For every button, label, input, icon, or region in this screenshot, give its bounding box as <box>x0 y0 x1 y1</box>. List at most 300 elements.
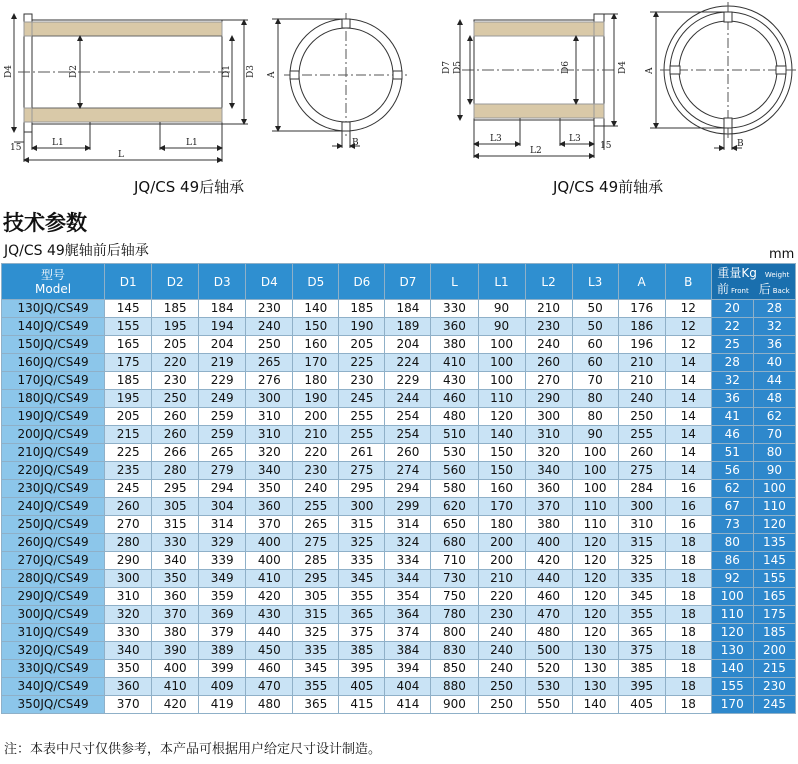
label-l1-right: L1 <box>186 138 198 148</box>
cell-d5: 180 <box>293 372 339 390</box>
cell-l2: 310 <box>525 426 572 444</box>
label-d2: D2 <box>69 65 79 78</box>
cell-d4: 250 <box>246 336 293 354</box>
rear-bearing-caption: JQ/CS 49后轴承 <box>134 178 245 196</box>
cell-a: 275 <box>618 462 665 480</box>
cell-l: 780 <box>431 606 478 624</box>
cell-a: 210 <box>618 354 665 372</box>
cell-d2: 400 <box>152 660 199 678</box>
cell-weight-back: 245 <box>753 696 795 714</box>
cell-d1: 145 <box>105 300 152 318</box>
cell-d4: 240 <box>246 318 293 336</box>
table-row <box>2 606 796 624</box>
cell-d4: 310 <box>246 426 293 444</box>
cell-a: 310 <box>618 516 665 534</box>
cell-d6: 335 <box>339 552 385 570</box>
cell-weight-front: 51 <box>711 444 753 462</box>
cell-d4: 350 <box>246 480 293 498</box>
cell-d5: 255 <box>293 498 339 516</box>
cell-d2: 260 <box>152 408 199 426</box>
cell-d2: 280 <box>152 462 199 480</box>
cell-l1: 220 <box>478 588 525 606</box>
cell-d2: 305 <box>152 498 199 516</box>
cell-d5: 265 <box>293 516 339 534</box>
cell-weight-front: 155 <box>711 678 753 696</box>
cell-d1: 370 <box>105 696 152 714</box>
cell-model: 160JQ/CS49 <box>2 354 105 372</box>
cell-l3: 100 <box>572 480 618 498</box>
header-col-l2: L2 <box>525 264 572 300</box>
cell-a: 186 <box>618 318 665 336</box>
cell-l2: 500 <box>525 642 572 660</box>
cell-d2: 340 <box>152 552 199 570</box>
label-d6: D6 <box>561 61 571 74</box>
cell-d5: 275 <box>293 534 339 552</box>
cell-a: 196 <box>618 336 665 354</box>
cell-weight-back: 62 <box>753 408 795 426</box>
table-row <box>2 336 796 354</box>
cell-d7: 189 <box>385 318 431 336</box>
cell-d7: 260 <box>385 444 431 462</box>
cell-d7: 244 <box>385 390 431 408</box>
cell-d6: 325 <box>339 534 385 552</box>
cell-l3: 50 <box>572 318 618 336</box>
cell-l1: 200 <box>478 552 525 570</box>
cell-weight-back: 32 <box>753 318 795 336</box>
cell-l: 530 <box>431 444 478 462</box>
cell-d6: 205 <box>339 336 385 354</box>
cell-d2: 315 <box>152 516 199 534</box>
table-row <box>2 354 796 372</box>
cell-l1: 230 <box>478 606 525 624</box>
cell-weight-back: 155 <box>753 570 795 588</box>
table-row <box>2 426 796 444</box>
header-back-cn: 后 <box>758 281 771 296</box>
cell-d4: 420 <box>246 588 293 606</box>
cell-weight-back: 36 <box>753 336 795 354</box>
cell-d3: 339 <box>199 552 246 570</box>
cell-l3: 130 <box>572 642 618 660</box>
front-bearing-side-view <box>460 14 618 158</box>
cell-l2: 480 <box>525 624 572 642</box>
header-col-d3: D3 <box>199 264 246 300</box>
cell-d1: 310 <box>105 588 152 606</box>
cell-model: 240JQ/CS49 <box>2 498 105 516</box>
cell-d6: 375 <box>339 624 385 642</box>
cell-d3: 329 <box>199 534 246 552</box>
cell-b: 14 <box>665 426 711 444</box>
cell-l2: 260 <box>525 354 572 372</box>
cell-a: 255 <box>618 426 665 444</box>
cell-l: 680 <box>431 534 478 552</box>
cell-l2: 520 <box>525 660 572 678</box>
cell-weight-front: 110 <box>711 606 753 624</box>
cell-d5: 335 <box>293 642 339 660</box>
cell-d3: 194 <box>199 318 246 336</box>
front-bearing-caption: JQ/CS 49前轴承 <box>553 178 664 196</box>
cell-model: 320JQ/CS49 <box>2 642 105 660</box>
cell-d2: 195 <box>152 318 199 336</box>
cell-d5: 190 <box>293 390 339 408</box>
label-l1-left: L1 <box>52 138 64 148</box>
cell-l2: 360 <box>525 480 572 498</box>
cell-model: 350JQ/CS49 <box>2 696 105 714</box>
cell-model: 140JQ/CS49 <box>2 318 105 336</box>
cell-l2: 440 <box>525 570 572 588</box>
cell-a: 176 <box>618 300 665 318</box>
rear-bearing-side-view <box>14 14 248 162</box>
cell-l3: 60 <box>572 354 618 372</box>
cell-d2: 420 <box>152 696 199 714</box>
front-label-a: A <box>645 67 655 74</box>
label-d1: D1 <box>222 65 232 78</box>
cell-d5: 355 <box>293 678 339 696</box>
cell-weight-back: 135 <box>753 534 795 552</box>
cell-l: 410 <box>431 354 478 372</box>
label-d4-front: D4 <box>618 61 628 74</box>
cell-l: 580 <box>431 480 478 498</box>
cell-d7: 394 <box>385 660 431 678</box>
cell-d6: 185 <box>339 300 385 318</box>
header-back-en: Back <box>772 286 790 295</box>
cell-weight-back: 48 <box>753 390 795 408</box>
label-d5: D5 <box>453 61 463 74</box>
cell-model: 200JQ/CS49 <box>2 426 105 444</box>
cell-l1: 90 <box>478 318 525 336</box>
cell-d5: 220 <box>293 444 339 462</box>
cell-d5: 240 <box>293 480 339 498</box>
cell-model: 300JQ/CS49 <box>2 606 105 624</box>
cell-d7: 384 <box>385 642 431 660</box>
cell-d7: 229 <box>385 372 431 390</box>
cell-l1: 160 <box>478 480 525 498</box>
cell-l3: 70 <box>572 372 618 390</box>
cell-model: 250JQ/CS49 <box>2 516 105 534</box>
cell-a: 355 <box>618 606 665 624</box>
cell-d5: 230 <box>293 462 339 480</box>
cell-b: 14 <box>665 408 711 426</box>
label-15-front: 15 <box>600 141 612 151</box>
header-front-en: Front <box>731 286 749 295</box>
cell-d2: 260 <box>152 426 199 444</box>
cell-l3: 120 <box>572 588 618 606</box>
cell-d4: 230 <box>246 300 293 318</box>
cell-d1: 290 <box>105 552 152 570</box>
cell-b: 16 <box>665 498 711 516</box>
cell-l1: 100 <box>478 372 525 390</box>
cell-l2: 290 <box>525 390 572 408</box>
cell-d2: 230 <box>152 372 199 390</box>
cell-b: 18 <box>665 624 711 642</box>
cell-l: 880 <box>431 678 478 696</box>
rear-label-b: B <box>352 138 359 148</box>
cell-a: 260 <box>618 444 665 462</box>
cell-d1: 215 <box>105 426 152 444</box>
cell-a: 345 <box>618 588 665 606</box>
cell-model: 220JQ/CS49 <box>2 462 105 480</box>
cell-d5: 150 <box>293 318 339 336</box>
section-title: 技术参数 <box>3 211 87 235</box>
cell-d1: 165 <box>105 336 152 354</box>
cell-l1: 150 <box>478 444 525 462</box>
cell-b: 18 <box>665 696 711 714</box>
cell-model: 310JQ/CS49 <box>2 624 105 642</box>
cell-d5: 365 <box>293 696 339 714</box>
cell-l: 430 <box>431 372 478 390</box>
cell-l: 650 <box>431 516 478 534</box>
cell-l2: 370 <box>525 498 572 516</box>
cell-d5: 285 <box>293 552 339 570</box>
cell-d4: 320 <box>246 444 293 462</box>
cell-d6: 190 <box>339 318 385 336</box>
cell-l3: 80 <box>572 390 618 408</box>
cell-model: 280JQ/CS49 <box>2 570 105 588</box>
cell-l2: 240 <box>525 336 572 354</box>
cell-l3: 120 <box>572 624 618 642</box>
cell-model: 170JQ/CS49 <box>2 372 105 390</box>
cell-d2: 220 <box>152 354 199 372</box>
cell-weight-back: 40 <box>753 354 795 372</box>
label-d4: D4 <box>4 65 14 78</box>
cell-l3: 130 <box>572 660 618 678</box>
cell-a: 405 <box>618 696 665 714</box>
cell-a: 300 <box>618 498 665 516</box>
cell-l3: 120 <box>572 606 618 624</box>
table-row <box>2 660 796 678</box>
cell-d3: 369 <box>199 606 246 624</box>
cell-weight-back: 70 <box>753 426 795 444</box>
cell-l2: 210 <box>525 300 572 318</box>
cell-d4: 340 <box>246 462 293 480</box>
cell-b: 14 <box>665 372 711 390</box>
cell-d2: 266 <box>152 444 199 462</box>
cell-d4: 370 <box>246 516 293 534</box>
cell-d3: 409 <box>199 678 246 696</box>
cell-l2: 460 <box>525 588 572 606</box>
cell-d1: 195 <box>105 390 152 408</box>
cell-d4: 400 <box>246 534 293 552</box>
cell-model: 190JQ/CS49 <box>2 408 105 426</box>
cell-d4: 460 <box>246 660 293 678</box>
cell-l2: 380 <box>525 516 572 534</box>
cell-d3: 359 <box>199 588 246 606</box>
front-bearing-end-view <box>650 2 796 150</box>
cell-d5: 170 <box>293 354 339 372</box>
cell-d7: 364 <box>385 606 431 624</box>
cell-l1: 90 <box>478 300 525 318</box>
header-col-l3: L3 <box>572 264 618 300</box>
cell-weight-front: 92 <box>711 570 753 588</box>
cell-d6: 225 <box>339 354 385 372</box>
table-row <box>2 534 796 552</box>
cell-d3: 389 <box>199 642 246 660</box>
cell-l3: 60 <box>572 336 618 354</box>
cell-d6: 261 <box>339 444 385 462</box>
cell-l1: 100 <box>478 336 525 354</box>
cell-model: 210JQ/CS49 <box>2 444 105 462</box>
cell-l2: 530 <box>525 678 572 696</box>
cell-d2: 330 <box>152 534 199 552</box>
cell-b: 12 <box>665 300 711 318</box>
cell-b: 16 <box>665 516 711 534</box>
cell-a: 365 <box>618 624 665 642</box>
footnote: 注：本表中尺寸仅供参考，本产品可根据用户给定尺寸设计制造。 <box>4 742 382 757</box>
table-row <box>2 318 796 336</box>
cell-l3: 100 <box>572 444 618 462</box>
header-model-cn: 型号 <box>41 267 66 282</box>
rear-label-a: A <box>267 71 277 78</box>
cell-d7: 224 <box>385 354 431 372</box>
cell-d2: 360 <box>152 588 199 606</box>
table-header-row <box>2 264 796 300</box>
cell-b: 18 <box>665 660 711 678</box>
cell-l1: 200 <box>478 534 525 552</box>
cell-l3: 110 <box>572 516 618 534</box>
cell-l1: 240 <box>478 624 525 642</box>
cell-d5: 210 <box>293 426 339 444</box>
cell-b: 14 <box>665 444 711 462</box>
header-weight-en: Weight <box>764 270 790 279</box>
cell-d2: 410 <box>152 678 199 696</box>
cell-l1: 210 <box>478 570 525 588</box>
cell-d4: 360 <box>246 498 293 516</box>
cell-d6: 395 <box>339 660 385 678</box>
cell-d6: 230 <box>339 372 385 390</box>
cell-l2: 400 <box>525 534 572 552</box>
cell-l1: 170 <box>478 498 525 516</box>
cell-weight-front: 32 <box>711 372 753 390</box>
cell-d7: 314 <box>385 516 431 534</box>
cell-d3: 259 <box>199 408 246 426</box>
cell-d3: 219 <box>199 354 246 372</box>
cell-weight-back: 185 <box>753 624 795 642</box>
cell-d2: 205 <box>152 336 199 354</box>
header-col-b: B <box>665 264 711 300</box>
cell-l2: 550 <box>525 696 572 714</box>
cell-d2: 295 <box>152 480 199 498</box>
table-row <box>2 462 796 480</box>
label-d3: D3 <box>246 65 256 78</box>
cell-weight-front: 36 <box>711 390 753 408</box>
cell-d6: 365 <box>339 606 385 624</box>
cell-b: 18 <box>665 534 711 552</box>
table-row <box>2 372 796 390</box>
cell-weight-front: 86 <box>711 552 753 570</box>
cell-l1: 120 <box>478 408 525 426</box>
cell-d1: 360 <box>105 678 152 696</box>
cell-l2: 300 <box>525 408 572 426</box>
header-model <box>2 264 105 300</box>
cell-d1: 185 <box>105 372 152 390</box>
table-row <box>2 678 796 696</box>
table-row <box>2 516 796 534</box>
cell-d7: 404 <box>385 678 431 696</box>
cell-d3: 399 <box>199 660 246 678</box>
label-l3-left: L3 <box>490 134 502 144</box>
cell-weight-front: 22 <box>711 318 753 336</box>
cell-l: 380 <box>431 336 478 354</box>
table-row <box>2 552 796 570</box>
cell-d6: 245 <box>339 390 385 408</box>
cell-l3: 50 <box>572 300 618 318</box>
cell-d5: 200 <box>293 408 339 426</box>
cell-l3: 140 <box>572 696 618 714</box>
cell-d1: 235 <box>105 462 152 480</box>
cell-model: 130JQ/CS49 <box>2 300 105 318</box>
cell-weight-back: 90 <box>753 462 795 480</box>
cell-weight-front: 28 <box>711 354 753 372</box>
cell-l3: 80 <box>572 408 618 426</box>
table-row <box>2 444 796 462</box>
cell-model: 290JQ/CS49 <box>2 588 105 606</box>
cell-weight-front: 80 <box>711 534 753 552</box>
cell-l: 850 <box>431 660 478 678</box>
cell-weight-back: 80 <box>753 444 795 462</box>
header-col-d5: D5 <box>293 264 339 300</box>
cell-d7: 254 <box>385 426 431 444</box>
cell-l2: 230 <box>525 318 572 336</box>
cell-b: 14 <box>665 462 711 480</box>
cell-a: 385 <box>618 660 665 678</box>
front-label-b: B <box>737 139 744 149</box>
cell-d6: 295 <box>339 480 385 498</box>
cell-a: 210 <box>618 372 665 390</box>
cell-d1: 245 <box>105 480 152 498</box>
cell-l3: 90 <box>572 426 618 444</box>
cell-d7: 204 <box>385 336 431 354</box>
cell-model: 270JQ/CS49 <box>2 552 105 570</box>
cell-d5: 305 <box>293 588 339 606</box>
cell-b: 14 <box>665 354 711 372</box>
cell-l: 730 <box>431 570 478 588</box>
cell-d6: 345 <box>339 570 385 588</box>
cell-weight-front: 100 <box>711 588 753 606</box>
cell-l2: 320 <box>525 444 572 462</box>
cell-l: 460 <box>431 390 478 408</box>
header-col-d7: D7 <box>385 264 431 300</box>
cell-d1: 300 <box>105 570 152 588</box>
cell-weight-back: 215 <box>753 660 795 678</box>
cell-d7: 184 <box>385 300 431 318</box>
cell-d1: 330 <box>105 624 152 642</box>
cell-b: 18 <box>665 588 711 606</box>
table-body <box>2 300 796 714</box>
cell-l3: 120 <box>572 552 618 570</box>
cell-d7: 344 <box>385 570 431 588</box>
cell-d1: 155 <box>105 318 152 336</box>
cell-d1: 320 <box>105 606 152 624</box>
cell-l3: 120 <box>572 534 618 552</box>
cell-b: 18 <box>665 606 711 624</box>
table-row <box>2 408 796 426</box>
cell-a: 250 <box>618 408 665 426</box>
header-model-en: Model <box>35 281 72 296</box>
cell-l3: 100 <box>572 462 618 480</box>
cell-d7: 254 <box>385 408 431 426</box>
cell-d6: 275 <box>339 462 385 480</box>
cell-d3: 229 <box>199 372 246 390</box>
cell-a: 395 <box>618 678 665 696</box>
cell-d6: 405 <box>339 678 385 696</box>
header-col-a: A <box>618 264 665 300</box>
cell-d4: 300 <box>246 390 293 408</box>
header-front-cn: 前 <box>716 281 729 296</box>
cell-d1: 280 <box>105 534 152 552</box>
cell-d1: 260 <box>105 498 152 516</box>
cell-l1: 240 <box>478 660 525 678</box>
cell-l: 560 <box>431 462 478 480</box>
cell-d4: 410 <box>246 570 293 588</box>
